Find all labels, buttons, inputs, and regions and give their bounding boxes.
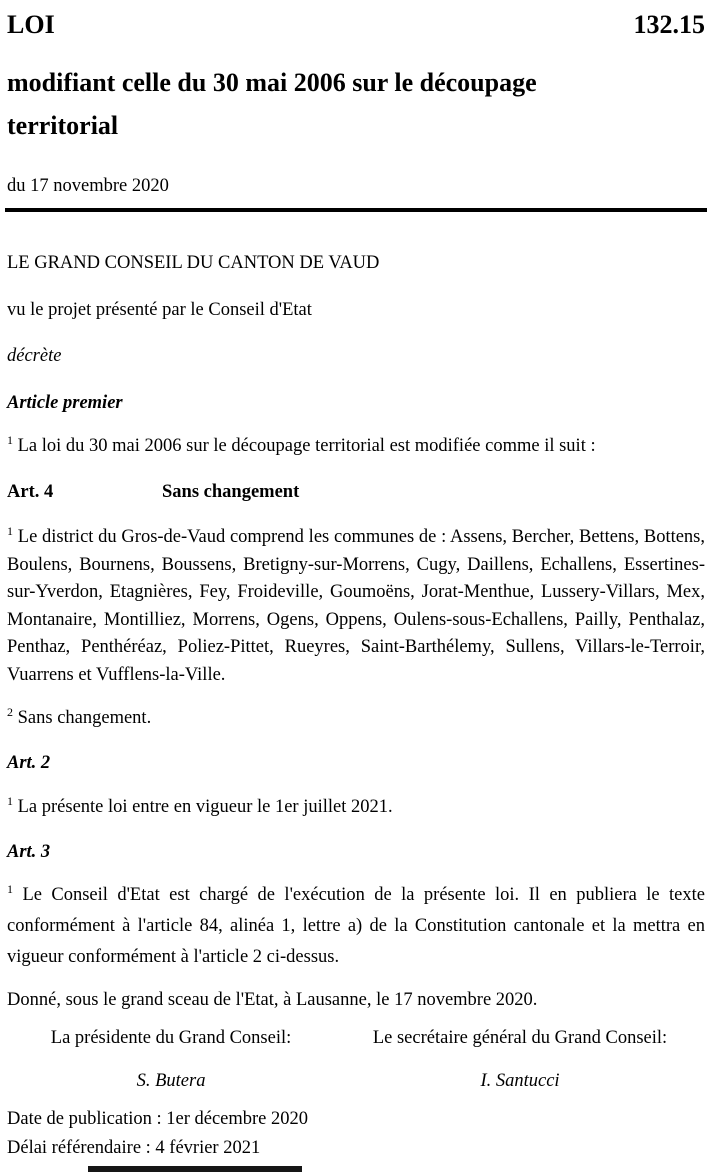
signatory-name: I. Santucci (480, 1071, 560, 1091)
document-date-line: du 17 novembre 2020 (7, 176, 169, 196)
article-4-label: Art. 4 (7, 482, 54, 502)
article-4-heading (7, 478, 705, 507)
decree-word: décrète (7, 346, 62, 366)
signatory-president (7, 1024, 335, 1096)
paragraph-number: 2 (7, 704, 13, 719)
header-rule (5, 208, 707, 212)
publication-date-line: Date de publication : 1er décembre 2020 (7, 1109, 309, 1129)
signature-block (7, 1024, 705, 1096)
paragraph-text: Le district du Gros-de-Vaud comprend les communes de : Assens, Bercher, Bettens, Bottens, Boulens, Bournens, Boussens, Bretigny-sur-Morrens, Cugy, Daillens, Echallens, Essertines-sur-Yverdon, Etagnières, Fey, Froideville, Goumoëns, Jorat-Menthue, Lussery-Villars, Mex, Montanaire, Montilliez, Morrens, Ogens, Oppens, Oulens-sous-Echallens, Pailly, Penthalaz, Penthaz, Penthéréaz, Poliez-Pittet, Rueyres, Saint-Barthélemy, Sullens, Villars-le-Terroir, Vuarrens et Vufflens-la-Ville. (7, 527, 706, 685)
article-3-heading: Art. 3 (7, 842, 51, 862)
paragraph-number: 1 (7, 432, 13, 447)
bottom-rule-fragment (88, 1166, 302, 1172)
document-header (7, 0, 705, 41)
document-kind-label: LOI (7, 10, 55, 39)
paragraph-text: Le Conseil d'Etat est chargé de l'exécution de la présente loi. Il en publiera le texte conformément à l'article 84, alinéa 1, lettre a) de la Constitution cantonale et la mettra en vigueur conformément à l'article 2 ci-dessus. (7, 885, 705, 967)
article-4-subheading: Sans changement (162, 482, 300, 502)
article-4-paragraph-1 (7, 524, 705, 689)
paragraph-number: 1 (7, 881, 13, 896)
signatory-name: S. Butera (136, 1071, 206, 1091)
article-2-heading: Art. 2 (7, 753, 51, 773)
article-premier-heading: Article premier (7, 393, 123, 413)
document-title: modifiant celle du 30 mai 2006 sur le découpage territorial (7, 68, 537, 140)
signatory-role: Le secrétaire général du Grand Conseil: (372, 1028, 668, 1048)
publication-info (7, 1105, 705, 1162)
document-reference-number: 132.15 (633, 10, 705, 39)
paragraph-text: La loi du 30 mai 2006 sur le découpage territorial est modifiée comme il suit : (17, 436, 596, 456)
given-under-seal-line: Donné, sous le grand sceau de l'Etat, à Lausanne, le 17 novembre 2020. (7, 990, 538, 1010)
paragraph-text: La présente loi entre en vigueur le 1er juillet 2021. (17, 797, 393, 817)
article-premier-paragraph (7, 432, 705, 461)
paragraph-text: Sans changement. (17, 708, 152, 728)
considering-line: vu le projet présenté par le Conseil d'Etat (7, 300, 312, 320)
article-3-paragraph (7, 880, 705, 973)
authority-line: LE GRAND CONSEIL DU CANTON DE VAUD (7, 253, 380, 273)
article-2-paragraph (7, 793, 705, 822)
paragraph-number: 1 (7, 793, 13, 808)
signatory-secretary (335, 1024, 705, 1096)
paragraph-number: 1 (7, 523, 13, 538)
article-4-paragraph-2 (7, 704, 705, 733)
signatory-role: La présidente du Grand Conseil: (50, 1028, 292, 1048)
referendum-deadline-line: Délai référendaire : 4 février 2021 (7, 1137, 261, 1158)
